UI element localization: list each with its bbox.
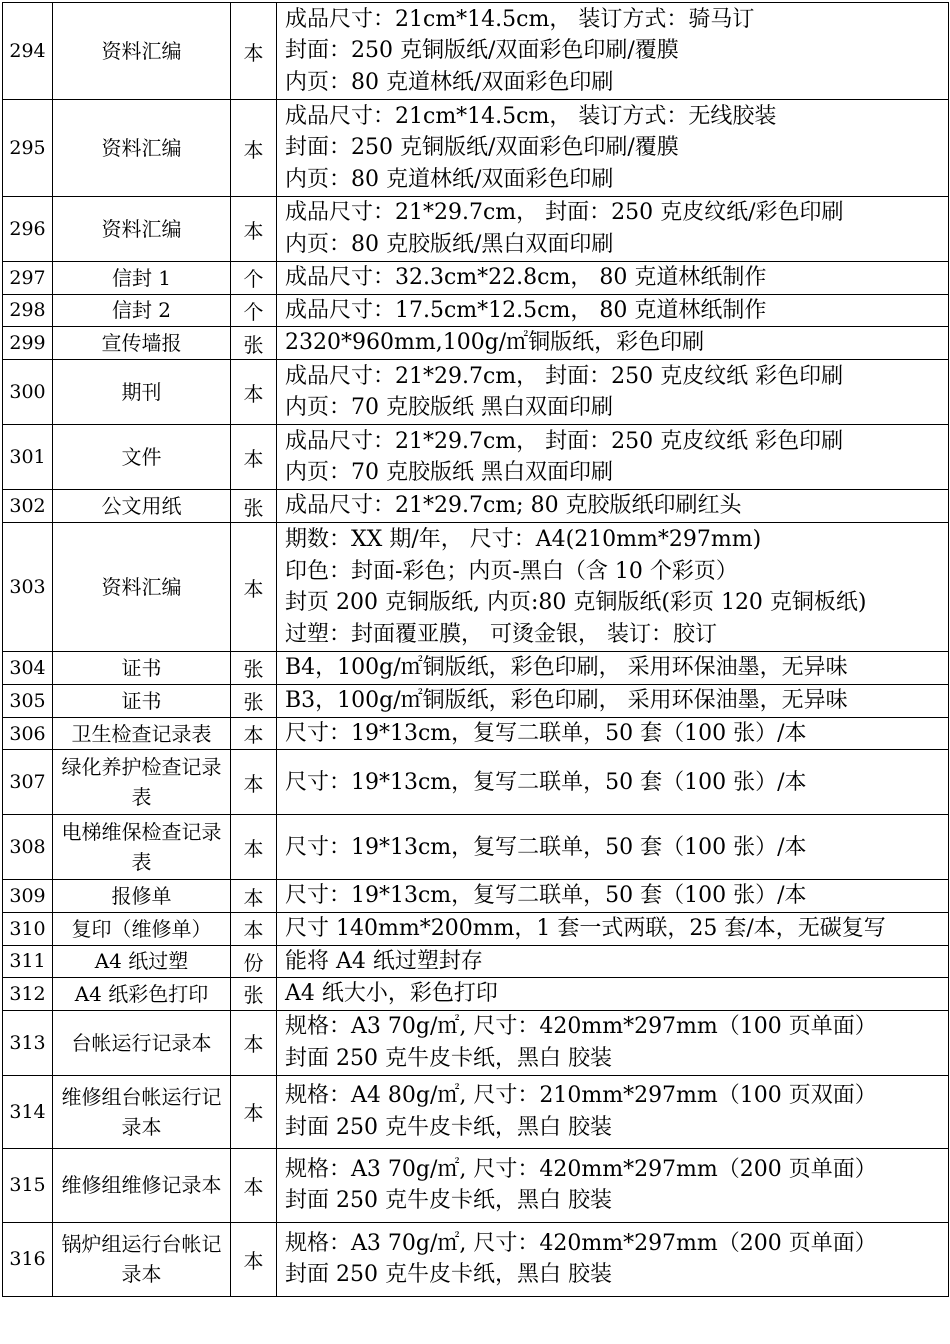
item-name: 资料汇编 [53,100,231,197]
item-spec [277,880,949,913]
table-row [3,815,949,880]
table-row [3,490,949,523]
item-spec [277,197,949,262]
item-number: 308 [3,815,53,880]
item-name: 公文用纸 [53,490,231,523]
item-number: 294 [3,3,53,100]
spec-line: 成品尺寸：21*29.7cm， 封面：250 克皮纹纸/彩色印刷 [285,200,844,226]
spec-line: 封面 250 克牛皮卡纸，黑白 胶装 [285,1114,612,1140]
spec-line: 印色：封面-彩色；内页-黑白（含 10 个彩页） [285,558,738,584]
item-name: 绿化养护检查记录表 [53,750,231,815]
table-row [3,978,949,1011]
item-unit: 张 [231,978,277,1011]
item-spec [277,684,949,717]
spec-line: 能将 A4 纸过塑封存 [285,948,483,974]
item-unit: 本 [231,100,277,197]
item-name: 卫生检查记录表 [53,717,231,750]
item-spec [277,327,949,360]
item-name: 信封 2 [53,294,231,327]
spec-line: 内页：80 克道林纸/双面彩色印刷 [285,166,614,192]
table-row [3,1075,949,1148]
item-unit: 本 [231,1010,277,1075]
item-spec [277,360,949,425]
item-spec [277,262,949,295]
item-unit: 本 [231,750,277,815]
item-number: 300 [3,360,53,425]
spec-line: A4 纸大小，彩色打印 [285,981,498,1007]
spec-line: 规格：A3 70g/㎡, 尺寸：420mm*297mm（200 页单面） [285,1230,877,1256]
item-spec [277,294,949,327]
item-unit: 张 [231,490,277,523]
table-row [3,684,949,717]
spec-line: 尺寸 140mm*200mm，1 套一式两联，25 套/本，无碳复写 [285,915,886,941]
item-spec [277,815,949,880]
spec-line: B3，100g/㎡铜版纸，彩色印刷， 采用环保油墨，无异味 [285,687,848,713]
item-number: 307 [3,750,53,815]
item-name: 维修组维修记录本 [53,1148,231,1222]
item-name: 证书 [53,652,231,685]
item-spec [277,490,949,523]
table-row [3,750,949,815]
spec-line: 成品尺寸：21cm*14.5cm， 装订方式：无线胶装 [285,103,777,129]
item-unit: 张 [231,327,277,360]
item-spec [277,3,949,100]
item-unit: 本 [231,425,277,490]
spec-line: 成品尺寸：21*29.7cm， 封面：250 克皮纹纸 彩色印刷 [285,428,844,454]
table-row [3,1010,949,1075]
item-name: 台帐运行记录本 [53,1010,231,1075]
item-number: 310 [3,912,53,945]
item-number: 298 [3,294,53,327]
table-row [3,327,949,360]
item-number: 311 [3,945,53,978]
item-unit: 本 [231,1148,277,1222]
item-unit: 张 [231,652,277,685]
spec-line: 2320*960mm,100g/㎡铜版纸，彩色印刷 [285,330,705,356]
spec-line: 规格：A4 80g/㎡, 尺寸：210mm*297mm（100 页双面） [285,1083,877,1109]
table-row [3,197,949,262]
item-name: 复印（维修单） [53,912,231,945]
item-unit: 本 [231,197,277,262]
item-number: 295 [3,100,53,197]
item-spec [277,100,949,197]
spec-line: 成品尺寸：21cm*14.5cm， 装订方式：骑马订 [285,6,755,32]
table-row [3,100,949,197]
item-number: 306 [3,717,53,750]
table-row [3,912,949,945]
table-row [3,652,949,685]
item-unit: 本 [231,912,277,945]
item-spec [277,652,949,685]
spec-line: B4，100g/㎡铜版纸，彩色印刷， 采用环保油墨，无异味 [285,655,848,681]
item-name: 锅炉组运行台帐记录本 [53,1222,231,1296]
item-name: 报修单 [53,880,231,913]
spec-line: 成品尺寸：21*29.7cm; 80 克胶版纸印刷红头 [285,493,742,519]
table-row [3,262,949,295]
item-name: A4 纸彩色打印 [53,978,231,1011]
spec-line: 封面 250 克牛皮卡纸，黑白 胶装 [285,1262,612,1288]
item-number: 296 [3,197,53,262]
table-row [3,425,949,490]
item-unit: 个 [231,294,277,327]
item-number: 315 [3,1148,53,1222]
item-number: 303 [3,523,53,652]
item-name: 信封 1 [53,262,231,295]
spec-line: 内页：70 克胶版纸 黑白双面印刷 [285,460,613,486]
table-row [3,880,949,913]
item-name: 电梯维保检查记录表 [53,815,231,880]
item-name: 维修组台帐运行记录本 [53,1075,231,1148]
item-name: 资料汇编 [53,3,231,100]
item-unit: 本 [231,1222,277,1296]
table-row [3,3,949,100]
item-number: 302 [3,490,53,523]
item-spec [277,717,949,750]
spec-line: 成品尺寸：32.3cm*22.8cm， 80 克道林纸制作 [285,265,767,290]
item-unit: 张 [231,684,277,717]
spec-line: 封面：250 克铜版纸/双面彩色印刷/覆膜 [285,135,679,161]
item-unit: 本 [231,523,277,652]
table-row [3,523,949,652]
item-name: 资料汇编 [53,523,231,652]
item-name: 文件 [53,425,231,490]
spec-line: 过塑：封面覆亚膜， 可烫金银， 装订：胶订 [285,621,717,647]
item-unit: 个 [231,262,277,295]
item-name: 宣传墙报 [53,327,231,360]
item-number: 309 [3,880,53,913]
item-number: 312 [3,978,53,1011]
spec-line: 封面 250 克牛皮卡纸，黑白 胶装 [285,1045,612,1071]
spec-line: 内页：80 克道林纸/双面彩色印刷 [285,69,614,95]
item-number: 305 [3,684,53,717]
item-name: 期刊 [53,360,231,425]
item-spec [277,425,949,490]
table-body [3,3,949,1297]
item-unit: 本 [231,815,277,880]
table-row [3,1222,949,1296]
print-items-table [2,2,949,1297]
spec-line: 规格：A3 70g/㎡, 尺寸：420mm*297mm（200 页单面） [285,1156,877,1182]
spec-line: 成品尺寸：17.5cm*12.5cm， 80 克道林纸制作 [285,297,767,323]
table-row [3,360,949,425]
table-row [3,717,949,750]
item-spec [277,945,949,978]
item-spec [277,1148,949,1222]
spec-line: 内页：80 克胶版纸/黑白双面印刷 [285,232,614,257]
spec-line: 规格：A3 70g/㎡, 尺寸：420mm*297mm（100 页单面） [285,1014,877,1040]
item-number: 297 [3,262,53,295]
item-unit: 份 [231,945,277,978]
spec-line: 尺寸：19*13cm，复写二联单，50 套（100 张）/本 [285,769,807,795]
item-number: 304 [3,652,53,685]
item-unit: 本 [231,717,277,750]
item-unit: 本 [231,360,277,425]
item-name: 证书 [53,684,231,717]
spec-line: 内页：70 克胶版纸 黑白双面印刷 [285,395,613,421]
item-name: 资料汇编 [53,197,231,262]
item-number: 313 [3,1010,53,1075]
item-spec [277,912,949,945]
spec-line: 期数：XX 期/年， 尺寸：A4(210mm*297mm) [285,527,762,552]
item-spec [277,978,949,1011]
item-spec [277,1010,949,1075]
spec-line: 封面 250 克牛皮卡纸，黑白 胶装 [285,1188,612,1214]
item-spec [277,1075,949,1148]
spec-line: 封页 200 克铜版纸, 内页:80 克铜版纸(彩页 120 克铜板纸) [285,590,867,616]
table-row [3,945,949,978]
spec-line: 尺寸：19*13cm，复写二联单，50 套（100 张）/本 [285,720,807,746]
item-spec [277,1222,949,1296]
table-row [3,1148,949,1222]
item-number: 316 [3,1222,53,1296]
item-number: 299 [3,327,53,360]
spec-line: 尺寸：19*13cm，复写二联单，50 套（100 张）/本 [285,834,807,860]
item-spec [277,523,949,652]
spec-line: 尺寸：19*13cm，复写二联单，50 套（100 张）/本 [285,883,807,909]
spec-line: 封面：250 克铜版纸/双面彩色印刷/覆膜 [285,38,679,64]
item-number: 314 [3,1075,53,1148]
item-number: 301 [3,425,53,490]
item-unit: 本 [231,1075,277,1148]
table-row [3,294,949,327]
item-unit: 本 [231,3,277,100]
item-name: A4 纸过塑 [53,945,231,978]
item-unit: 本 [231,880,277,913]
spec-line: 成品尺寸：21*29.7cm， 封面：250 克皮纹纸 彩色印刷 [285,363,844,389]
item-spec [277,750,949,815]
